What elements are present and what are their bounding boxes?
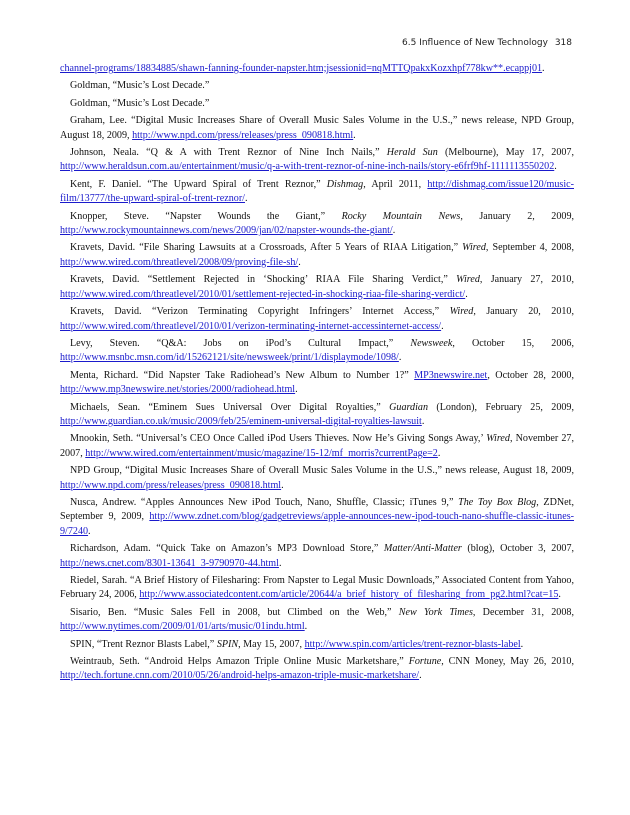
reference-entry: Goldman, “Music’s Lost Decade.” (70, 80, 210, 92)
reference-link[interactable]: http://news.cnet.com/8301-13641_3-9790970-44.html (60, 557, 279, 569)
reference-link[interactable]: http://www.guardian.co.uk/music/2009/feb/25/eminem-universal-digital-royalties-lawsuit (60, 415, 422, 427)
reference-link[interactable]: http://www.spin.com/articles/trent-reznor-blasts-label (304, 638, 521, 650)
reference-entry: Mnookin, Seth. “Universal’s CEO Once Called iPod Users Thieves. Now He’s Giving Songs Away,’ Wired, November 27, 2007, http://www.wired.com/entertainment/music/magazine/15-12/mf_morris?currentPage=2. (60, 433, 574, 459)
reference-link[interactable]: http://www.npd.com/press/releases/press_090818.html (132, 129, 354, 141)
reference-link[interactable]: http://www.npd.com/press/releases/press_090818.html (60, 479, 282, 491)
reference-link[interactable]: http://www.msnbc.msn.com/id/15262121/site/newsweek/print/1/displaymode/1098/ (60, 352, 399, 364)
reference-entry: Riedel, Sarah. “A Brief History of Filesharing: From Napster to Legal Music Downloads,” Associated Content from Yahoo, February 24, 2006, http://www.associatedcontent.com/article/20644/a_brief_history_of_filesharing_from_pg2.html?cat=15. (60, 575, 574, 601)
reference-entry: Nusca, Andrew. “Apples Announces New iPod Touch, Nano, Shuffle, Classic; iTunes 9,” The Toy Box Blog, ZDNet, September 9, 2009, http://www.zdnet.com/blog/gadgetreviews/apple-announces-new-ipod-touch-nano-shuffle-classic-itunes-9/7240. (60, 496, 574, 537)
reference-list (60, 62, 574, 687)
reference-entry: Sisario, Ben. “Music Sales Fell in 2008, but Climbed on the Web,” New York Times, December 31, 2008, http://www.nytimes.com/2009/01/01/arts/music/01indu.html. (60, 606, 574, 633)
reference-entry: Johnson, Neala. “Q & A with Trent Reznor of Nine Inch Nails,” Herald Sun (Melbourne), May 17, 2007, http://www.heraldsun.com.au/entertainment/music/q-a-with-trent-reznor-of-nine-inch-nails/story-e6frf9hf-1111113550202. (60, 147, 575, 173)
reference-link[interactable]: http://www.zdnet.com/blog/gadgetreviews/apple-announces-new-ipod-touch-nano-shuffle-classic-itunes-9/7240 (60, 511, 574, 537)
reference-entry: NPD Group, “Digital Music Increases Share of Overall Music Sales Volume in the U.S.,” news release, August 18, 2009, http://www.npd.com/press/releases/press_090818.html. (60, 465, 574, 491)
reference-entry: Graham, Lee. “Digital Music Increases Share of Overall Music Sales Volume in the U.S.,” news release, NPD Group, August 18, 2009, http://www.npd.com/press/releases/press_090818.html. (60, 115, 574, 141)
reference-link[interactable]: http://www.heraldsun.com.au/entertainment/music/q-a-with-trent-reznor-of-nine-inch-nails/story-e6frf9hf-1111113550202 (60, 161, 555, 173)
running-head (402, 38, 572, 48)
reference-entry: Michaels, Sean. “Eminem Sues Universal Over Digital Royalties,” Guardian (London), February 25, 2009, http://www.guardian.co.uk/music/2009/feb/25/eminem-universal-digital-royalties-lawsuit. (60, 401, 574, 427)
reference-link[interactable]: MP3newswire.net (414, 369, 488, 381)
reference-entry: Goldman, “Music’s Lost Decade.” (70, 97, 210, 109)
page-number: 318 (554, 38, 572, 48)
reference-entry: SPIN, “Trent Reznor Blasts Label,” SPIN, May 15, 2007, http://www.spin.com/articles/trent-reznor-blasts-label. (70, 638, 524, 650)
reference-link[interactable]: http://www.mp3newswire.net/stories/2000/radiohead.html (60, 384, 296, 396)
reference-link[interactable]: channel-programs/18834885/shawn-fanning-founder-napster.htm;jsessionid=nqMTTQpakxKozxhpf778kw**.ecappj01 (60, 63, 543, 74)
section-title: 6.5 Influence of New Technology (402, 38, 548, 48)
reference-entry: Kent, F. Daniel. “The Upward Spiral of Trent Reznor,” Dishmag, April 2011, http://dishmag.com/issue120/music-film/13777/the-upward-spiral-of-trent-reznor/. (60, 178, 574, 205)
reference-entry: Knopper, Steve. “Napster Wounds the Giant,” Rocky Mountain News, January 2, 2009, http://www.rockymountainnews.com/news/2009/jan/02/napster-wounds-the-giant/. (60, 210, 575, 237)
reference-entry: Kravets, David. “Verizon Terminating Copyright Infringers’ Internet Access,” Wired, January 20, 2010, http://www.wired.com/threatlevel/2010/01/verizon-terminating-internet-accessinternet-access/. (60, 306, 575, 332)
reference-link[interactable]: http://www.wired.com/threatlevel/2008/09/proving-file-sh/ (60, 256, 299, 268)
reference-link[interactable]: http://www.wired.com/threatlevel/2010/01/verizon-terminating-internet-accessinternet-access/ (60, 320, 442, 332)
reference-link[interactable]: http://dishmag.com/issue120/music-film/13777/the-upward-spiral-of-trent-reznor/ (60, 178, 574, 205)
reference-entry: Richardson, Adam. “Quick Take on Amazon’s MP3 Download Store,” Matter/Anti-Matter (blog), October 3, 2007, http://news.cnet.com/8301-13641_3-9790970-44.html. (60, 543, 575, 569)
reference-entry: Kravets, David. “Settlement Rejected in ‘Shocking’ RIAA File Sharing Verdict,” Wired, January 27, 2010, http://www.wired.com/threatlevel/2010/01/settlement-rejected-in-shocking-riaa-file-sharing-verdict/. (60, 274, 574, 300)
reference-link[interactable]: http://www.wired.com/entertainment/music/magazine/15-12/mf_morris?currentPage=2 (85, 447, 438, 459)
reference-entry: Weintraub, Seth. “Android Helps Amazon Triple Online Music Marketshare,” Fortune, CNN Money, May 26, 2010, http://tech.fortune.cnn.com/2010/05/26/android-helps-amazon-triple-music-marketshare/. (60, 656, 574, 682)
reference-link[interactable]: http://www.wired.com/threatlevel/2010/01/settlement-rejected-in-shocking-riaa-file-sharing-verdict/ (60, 288, 466, 300)
reference-entry: channel-programs/18834885/shawn-fanning-founder-napster.htm;jsessionid=nqMTTQpakxKozxhpf778kw**.ecappj01. (60, 63, 545, 74)
reference-entry: Menta, Richard. “Did Napster Take Radiohead’s New Album to Number 1?” MP3newswire.net, October 28, 2000, http://www.mp3newswire.net/stories/2000/radiohead.html. (60, 369, 574, 396)
reference-link[interactable]: http://www.associatedcontent.com/article/20644/a_brief_history_of_filesharing_from_pg2.html?cat=15 (139, 589, 559, 601)
reference-link[interactable]: http://www.rockymountainnews.com/news/2009/jan/02/napster-wounds-the-giant/ (60, 225, 393, 237)
reference-entry: Kravets, David. “File Sharing Lawsuits at a Crossroads, After 5 Years of RIAA Litigation,” Wired, September 4, 2008, http://www.wired.com/threatlevel/2008/09/proving-file-sh/. (60, 242, 575, 268)
reference-link[interactable]: http://www.nytimes.com/2009/01/01/arts/music/01indu.html (60, 621, 305, 633)
reference-link[interactable]: http://tech.fortune.cnn.com/2010/05/26/android-helps-amazon-triple-music-marketshare/ (60, 670, 420, 682)
reference-entry: Levy, Steven. “Q&A: Jobs on iPod’s Cultural Impact,” Newsweek, October 15, 2006, http://www.msnbc.msn.com/id/15262121/site/newsweek/print/1/displaymode/1098/. (60, 337, 574, 364)
